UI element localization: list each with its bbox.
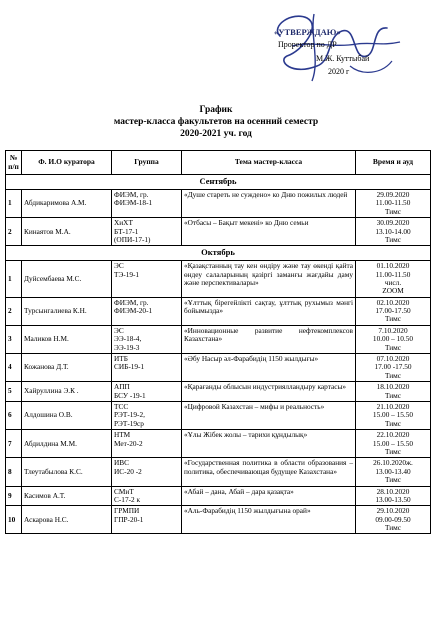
header-curator: Ф. И.О куратора (22, 151, 112, 175)
group-cell: АПП БСУ -19-1 (112, 382, 182, 402)
curator-name: Турсынгалиева К.Н. (22, 297, 112, 325)
table-row (6, 325, 431, 353)
topic-cell: «Әбу Насыр әл-Фарабидің 1150 жылдығы» (182, 354, 356, 382)
curator-name: Маликов Н.М. (22, 325, 112, 353)
table-row (6, 430, 431, 458)
topic-cell: «Аль-Фарабидің 1150 жылдығына орай» (182, 506, 356, 534)
month-label: Сентябрь (6, 175, 431, 190)
curator-name: Абдикаримова А.М. (22, 190, 112, 218)
approval-date: 2020 г (328, 67, 350, 76)
month-row (6, 175, 431, 190)
curator-name: Кинаятов М.А. (22, 218, 112, 246)
group-cell: СМиТ С-17-2 к (112, 486, 182, 506)
topic-cell: «Отбасы – Бақыт мекені» ко Дню семьи (182, 218, 356, 246)
table-row (6, 190, 431, 218)
curator-name: Абдилдина М.М. (22, 430, 112, 458)
row-number: 3 (6, 325, 22, 353)
group-cell: ИВС ИС-20 -2 (112, 458, 182, 486)
curator-name: Хайруллина Э.К . (22, 382, 112, 402)
time-cell: 30.09.2020 13.10-14.00 Тимс (356, 218, 431, 246)
curator-name: Касимов А.Т. (22, 486, 112, 506)
topic-cell: «Государственная политика в области образования – политика, обеспечивающая будущее Казахстана» (182, 458, 356, 486)
table-header-row (6, 151, 431, 175)
row-number: 2 (6, 218, 22, 246)
curator-name: Тлеутабылова К.С. (22, 458, 112, 486)
row-number: 6 (6, 401, 22, 429)
row-number: 8 (6, 458, 22, 486)
time-cell: 29.09.2020 11.00-11.50 Тимс (356, 190, 431, 218)
topic-cell: «Абай – дана, Абай – дара қазақта» (182, 486, 356, 506)
time-cell: 01.10.2020 11.00-11.50 числ. ZOOM (356, 261, 431, 298)
time-cell: 7.10.2020 10.00 – 10.50 Тимс (356, 325, 431, 353)
group-cell: ФИЭМ, гр. ФИЭМ-18-1 (112, 190, 182, 218)
curator-name: Дуйсембаева М.С. (22, 261, 112, 298)
row-number: 1 (6, 190, 22, 218)
table-row (6, 486, 431, 506)
curator-name: Кожанова Д.Т. (22, 354, 112, 382)
row-number: 9 (6, 486, 22, 506)
group-cell: ТСС РЭТ-19-2, РЭТ-19ср (112, 401, 182, 429)
table-row (6, 401, 431, 429)
group-cell: ИТБ СИБ-19-1 (112, 354, 182, 382)
time-cell: 18.10.2020 Тимс (356, 382, 431, 402)
group-cell: ФИЭМ, гр. ФИЭМ-20-1 (112, 297, 182, 325)
table-row (6, 382, 431, 402)
row-number: 1 (6, 261, 22, 298)
group-cell: ЭС ЭЭ-18-4, ЭЭ-19-3 (112, 325, 182, 353)
topic-cell: «Инновационные развитие нефтекомплексов Казахстана» (182, 325, 356, 353)
approval-position: Проректор по ДР (278, 40, 337, 49)
table-row (6, 506, 431, 534)
group-cell: ХиХТ БТ-17-1 (ОПИ-17-1) (112, 218, 182, 246)
topic-cell: «Душе стареть не суждено» ко Дню пожилых людей (182, 190, 356, 218)
table-row (6, 261, 431, 298)
topic-cell: «Ұлттық бірегейлікті сақтау, ұлттық рухымыз мәнгі бойымызда» (182, 297, 356, 325)
curator-name: Аскарова Н.С. (22, 506, 112, 534)
header-topic: Тема мастер-класса (182, 151, 356, 175)
month-label: Октябрь (6, 246, 431, 261)
schedule-table (5, 150, 431, 534)
table-row (6, 458, 431, 486)
group-cell: ЭС ТЭ-19-1 (112, 261, 182, 298)
month-row (6, 246, 431, 261)
table-row (6, 354, 431, 382)
time-cell: 29.10.2020 09.00-09.50 Тимс (356, 506, 431, 534)
time-cell: 22.10.2020 15.00 – 15.50 Тимс (356, 430, 431, 458)
table-row (6, 218, 431, 246)
topic-cell: «Цифровой Казахстан – мифы и реальность» (182, 401, 356, 429)
row-number: 5 (6, 382, 22, 402)
time-cell: 07.10.2020 17.00 -17.50 Тимс (356, 354, 431, 382)
approval-name: М.Ж. Куттыбай (316, 54, 370, 63)
row-number: 2 (6, 297, 22, 325)
header-group: Группа (112, 151, 182, 175)
header-time: Время и ауд (356, 151, 431, 175)
row-number: 7 (6, 430, 22, 458)
group-cell: ГРМПИ ГПР-20-1 (112, 506, 182, 534)
table-row (6, 297, 431, 325)
topic-cell: «Қарағанды облысын индустриялландыру картасы» (182, 382, 356, 402)
doc-year: 2020-2021 уч. год (180, 129, 252, 139)
doc-title: График (199, 105, 233, 115)
group-cell: НТМ Мет-20-2 (112, 430, 182, 458)
time-cell: 21.10.2020 15.00 – 15.50 Тимс (356, 401, 431, 429)
time-cell: 02.10.2020 17.00-17.50 Тимс (356, 297, 431, 325)
time-cell: 28.10.2020 13.00-13.50 (356, 486, 431, 506)
header-num: № п/п (6, 151, 22, 175)
row-number: 4 (6, 354, 22, 382)
approval-block (266, 27, 426, 97)
topic-cell: «Қазақстанның тау кен өндіру және тау өкенді қайта өндеу салаларының қазіргі заманғы жағдайы даму және перспективалары» (182, 261, 356, 298)
topic-cell: «Ұлы Жібек жолы – тарихи құндылық» (182, 430, 356, 458)
row-number: 10 (6, 506, 22, 534)
doc-subtitle: мастер-класса факультетов на осенний семестр (113, 117, 319, 127)
time-cell: 26.10.2020ж. 13.00-13.40 Тимс (356, 458, 431, 486)
approval-heading: «УТВЕРЖДАЮ» (274, 27, 341, 37)
curator-name: Алдошина О.В. (22, 401, 112, 429)
